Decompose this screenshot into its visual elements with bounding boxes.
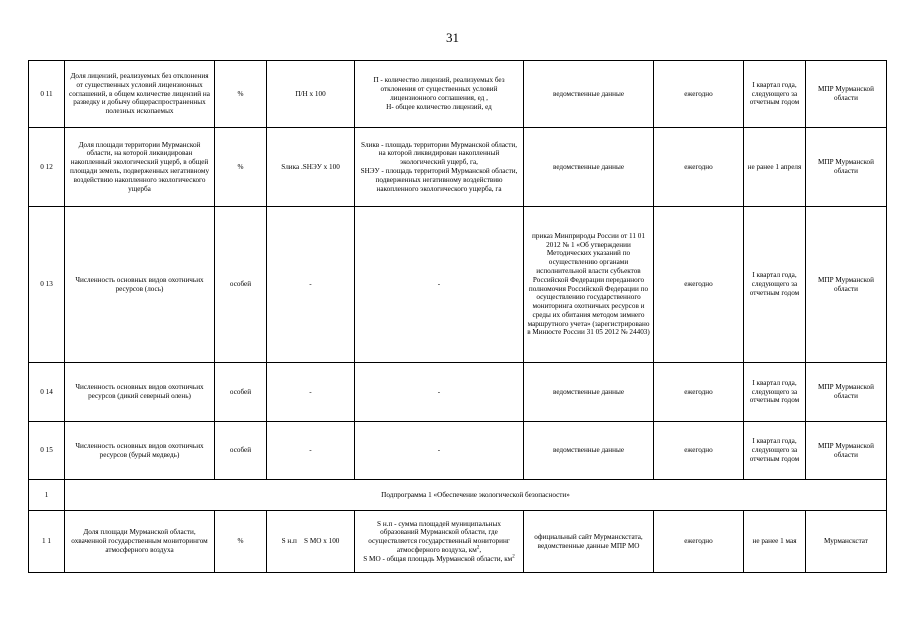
deadline-cell: I квартал года, следующего за отчетным годом — [744, 207, 806, 363]
deadline-cell: I квартал года, следующего за отчетным годом — [744, 61, 806, 128]
responsible-cell: Мурманскстат — [806, 511, 887, 573]
formula-cell: S н.п S МО x 100 — [267, 511, 355, 573]
unit-cell: % — [215, 128, 267, 207]
indicator-name: Численность основных видов охотничьих ресурсов (бурый медведь) — [65, 422, 215, 480]
deadline-cell: I квартал года, следующего за отчетным годом — [744, 422, 806, 480]
formula-cell: - — [267, 207, 355, 363]
table-row — [29, 207, 887, 363]
definition-part-1: S н.п - сумма площадей муниципальных образований Мурманской области, где осуществляется государственный мониторинг атмосферного воздуха, км — [368, 519, 510, 554]
definition-cell: - — [355, 207, 524, 363]
row-number: 0 11 — [29, 61, 65, 128]
periodicity-cell: ежегодно — [654, 422, 744, 480]
formula-cell: - — [267, 422, 355, 480]
source-cell: ведомственные данные — [524, 422, 654, 480]
indicator-name: Доля лицензий, реализуемых без отклонения от существенных условий лицензионных соглашений, в общем количестве лицензий на разведку и добычу общераспространенных полезных ископаемых — [65, 61, 215, 128]
formula-cell: - — [267, 363, 355, 422]
subprogram-row — [29, 480, 887, 511]
table-row — [29, 61, 887, 128]
indicator-name: Численность основных видов охотничьих ресурсов (дикий северный олень) — [65, 363, 215, 422]
superscript: 2 — [476, 545, 480, 551]
indicators-table — [28, 60, 887, 573]
row-number: 0 15 — [29, 422, 65, 480]
page-number: 31 — [446, 30, 459, 45]
row-number: 1 — [29, 480, 65, 511]
definition-cell: - — [355, 363, 524, 422]
table-row — [29, 422, 887, 480]
indicator-name: Доля площади Мурманской области, охваченной государственным мониторингом атмосферного воздуха — [65, 511, 215, 573]
definition-part-2: S МО - общая площадь Мурманской области, км — [363, 554, 513, 563]
definition-cell: Sликв - площадь территории Мурманской области, на которой ликвидирован накопленный экологический ущерб, га, SНЭУ - площадь территорий Мурманской области, подверженных негативному воздействию накопленного экологического ущерба, га — [355, 128, 524, 207]
table-row — [29, 363, 887, 422]
row-number: 0 14 — [29, 363, 65, 422]
formula-cell: П/Н x 100 — [267, 61, 355, 128]
unit-cell: особей — [215, 207, 267, 363]
responsible-cell: МПР Мурманской области — [806, 363, 887, 422]
subprogram-title: Подпрограмма 1 «Обеспечение экологической безопасности» — [65, 480, 887, 511]
definition-cell: S н.п - сумма площадей муниципальных образований Мурманской области, где осуществляется государственный мониторинг атмосферного воздуха, $км^2$, S МО - общая площадь Мурманской области, $км^2$ — [355, 511, 524, 573]
source-cell: приказ Минприроды России от 11 01 2012 № 1 «Об утверждении Методических указаний по осуществлению органами исполнительной власти субъектов Российской Федерации переданного полномочия Российской Федерации по осуществлению государственного мониторинга охотничьих ресурсов и среды их обитания методом зимнего маршрутного учета» (зарегистрировано в Минюсте России 31 05 2012 № 24403) — [524, 207, 654, 363]
row-number: 1 1 — [29, 511, 65, 573]
superscript: 2 — [512, 554, 515, 560]
indicator-name: Доля площади территории Мурманской области, на которой ликвидирован накопленный экологический ущерб, в общей площади земель, подверженных негативному воздействию накопленного экологического ущерба — [65, 128, 215, 207]
row-number: 0 12 — [29, 128, 65, 207]
row-number: 0 13 — [29, 207, 65, 363]
indicator-name: Численность основных видов охотничьих ресурсов (лось) — [65, 207, 215, 363]
responsible-cell: МПР Мурманской области — [806, 128, 887, 207]
source-cell: ведомственные данные — [524, 363, 654, 422]
unit-cell: % — [215, 61, 267, 128]
source-cell: официальный сайт Мурманскстата, ведомственные данные МПР МО — [524, 511, 654, 573]
periodicity-cell: ежегодно — [654, 363, 744, 422]
periodicity-cell: ежегодно — [654, 511, 744, 573]
deadline-cell: не ранее 1 апреля — [744, 128, 806, 207]
definition-cell: - — [355, 422, 524, 480]
responsible-cell: МПР Мурманской области — [806, 61, 887, 128]
unit-cell: особей — [215, 363, 267, 422]
responsible-cell: МПР Мурманской области — [806, 207, 887, 363]
periodicity-cell: ежегодно — [654, 128, 744, 207]
deadline-cell: I квартал года, следующего за отчетным годом — [744, 363, 806, 422]
unit-cell: % — [215, 511, 267, 573]
formula-cell: Sлика .SНЭУ x 100 — [267, 128, 355, 207]
table-row — [29, 128, 887, 207]
unit-cell: особей — [215, 422, 267, 480]
responsible-cell: МПР Мурманской области — [806, 422, 887, 480]
source-cell: ведомственные данные — [524, 128, 654, 207]
table-row — [29, 511, 887, 573]
source-cell: ведомственные данные — [524, 61, 654, 128]
periodicity-cell: ежегодно — [654, 207, 744, 363]
periodicity-cell: ежегодно — [654, 61, 744, 128]
definition-cell: П - количество лицензий, реализуемых без отклонения от существенных условий лицензионного соглашения, ед , Н- общее количество лицензий, ед — [355, 61, 524, 128]
deadline-cell: не ранее 1 мая — [744, 511, 806, 573]
